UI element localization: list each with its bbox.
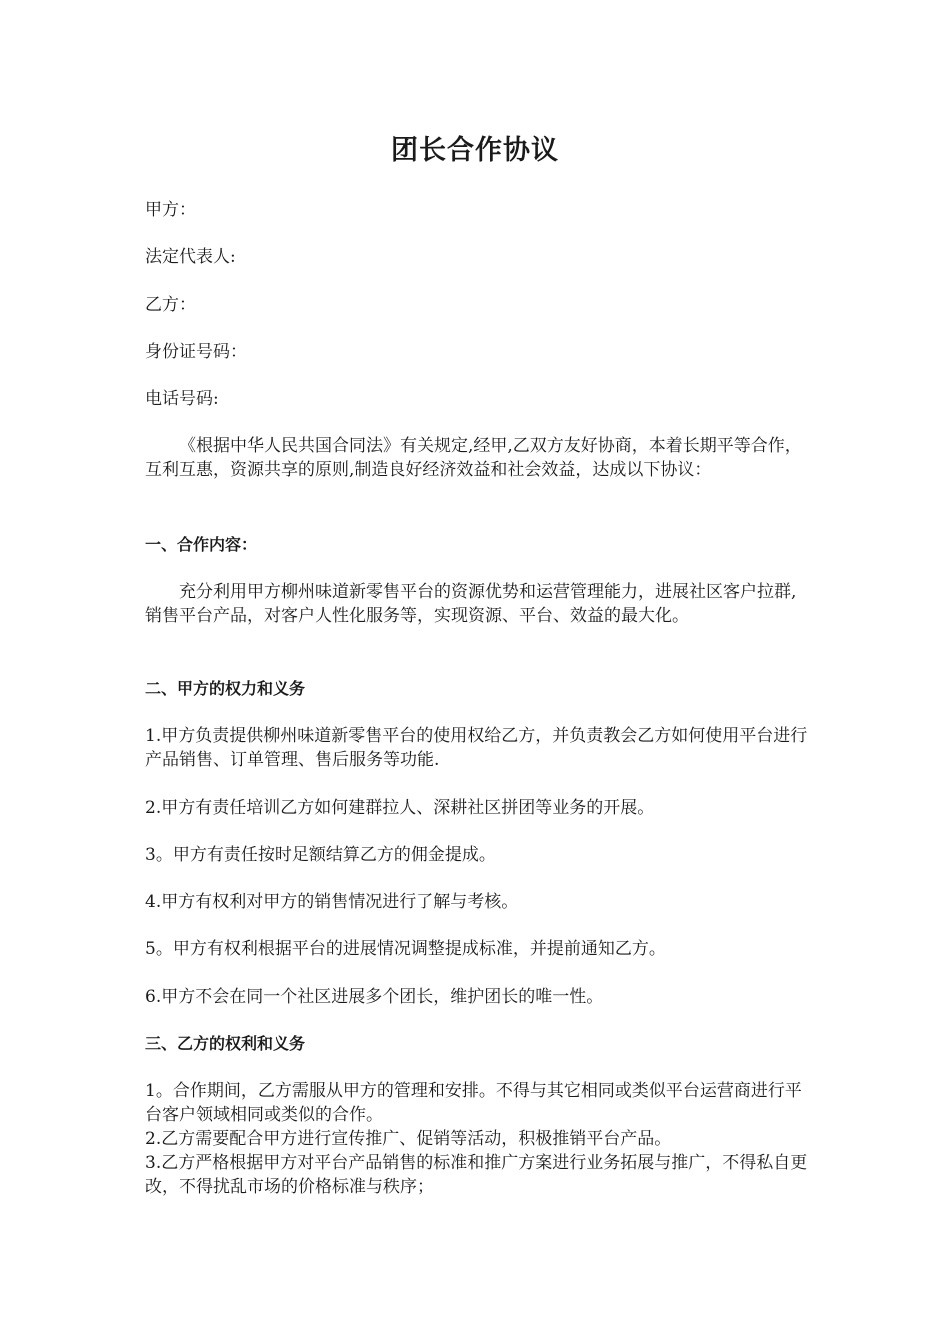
document-title: 团长合作协议 (391, 135, 559, 166)
section2-item: 4.甲方有权利对甲方的销售情况进行了解与考核。 (145, 892, 519, 912)
section3-item: 2.乙方需要配合甲方进行宣传推广、促销等活动，积极推销平台产品。 (145, 1129, 672, 1149)
field-party-b: 乙方： (145, 295, 196, 315)
section2-heading: 二、甲方的权力和义务 (145, 679, 306, 698)
field-id-number: 身份证号码： (145, 342, 247, 362)
field-party-a: 甲方： (145, 200, 196, 220)
section2-item: 6.甲方不会在同一个社区进展多个团长，维护团长的唯一性。 (145, 987, 604, 1007)
section2-item: 1.甲方负责提供柳州味道新零售平台的使用权给乙方，并负责教会乙方如何使用平台进行产品销售、订单管理、售后服务等功能. (145, 726, 808, 770)
section3-items (145, 1079, 810, 1199)
section1-heading: 一、合作内容： (145, 535, 258, 554)
section2-item: 5。甲方有权利根据平台的进展情况调整提成标准，并提前通知乙方。 (145, 939, 666, 959)
section3-item: 3.乙方严格根据甲方对平台产品销售的标准和推广方案进行业务拓展与推广，不得私自更改，不得扰乱市场的价格标准与秩序； (145, 1153, 808, 1197)
section2-item: 2.甲方有责任培训乙方如何建群拉人、深耕社区拼团等业务的开展。 (145, 798, 655, 818)
section3-item: 1。合作期间，乙方需服从甲方的管理和安排。不得与其它相同或类似平台运营商进行平台客户领域相同或类似的合作。 (145, 1081, 802, 1125)
section1-body: 充分利用甲方柳州味道新零售平台的资源优势和运营管理能力，进展社区客户拉群,销售平台产品，对客户人性化服务等，实现资源、平台、效益的最大化。 (145, 582, 797, 626)
field-phone: 电话号码: (145, 389, 219, 409)
section2-item: 3。甲方有责任按时足额结算乙方的佣金提成。 (145, 845, 496, 865)
field-legal-rep: 法定代表人: (145, 247, 236, 267)
section3-heading: 三、乙方的权利和义务 (145, 1034, 306, 1053)
preamble-paragraph: 《根据中华人民共国合同法》有关规定,经甲,乙双方友好协商，本着长期平等合作，互利互惠，资源共享的原则,制造良好经济效益和社会效益，达成以下协议： (145, 436, 802, 480)
